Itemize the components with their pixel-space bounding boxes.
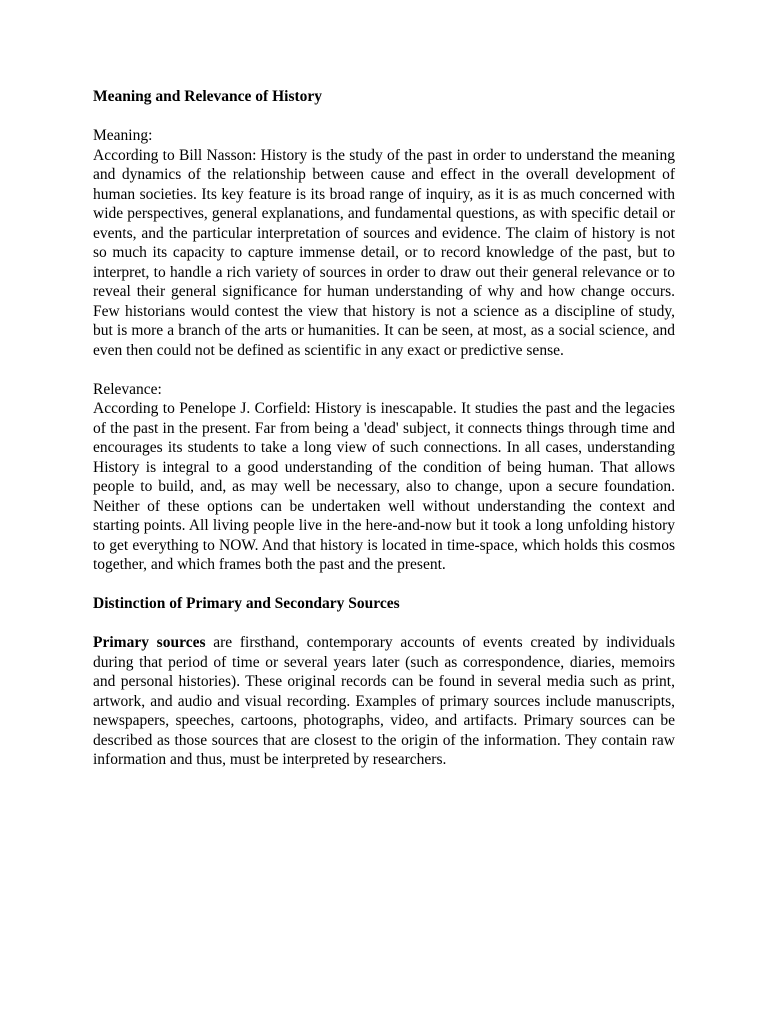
section-heading-meaning-relevance: Meaning and Relevance of History [93,88,323,105]
section-heading-sources: Distinction of Primary and Secondary Sources [93,595,400,612]
document-page [93,87,675,770]
relevance-paragraph: According to Penelope J. Corfield: History is inescapable. It studies the past and the legacies of the past in the present. Far from being a 'dead' subject, it connects things through time and encourages its students to take a long view of such connections. In all cases, understanding History is integral to a good understanding of the condition of being human. That allows people to build, and, as may well be necessary, also to change, upon a secure foundation. Neither of these options can be undertaken well without understanding the context and starting points. All living people live in the here-and-now but it took a long unfolding history to get everything to NOW. And that history is located in time-space, which holds this cosmos together, and which frames both the past and the present. [93,400,675,573]
spacer [93,360,675,380]
spacer [93,614,675,634]
relevance-label: Relevance: [93,380,162,398]
meaning-label: Meaning: [93,127,153,144]
primary-sources-text: are firsthand, contemporary accounts of events created by individuals during that period of time or several years later (such as correspondence, diaries, memoirs and personal histories). These original records can be found in several media such as print, artwork, and audio and visual recording. Examples of primary sources include manuscripts, newspapers, speeches, cartoons, photographs, video, and artifacts. Primary sources can be described as those sources that are closest to the origin of the information. They contain raw information and thus, must be interpreted by researchers. [93,634,675,768]
primary-sources-paragraph [93,633,675,770]
primary-sources-term: Primary sources [93,634,206,651]
meaning-paragraph: According to Bill Nasson: History is the study of the past in order to understand the meaning and dynamics of the relationship between cause and effect in the overall development of human societies. Its key feature is its broad range of inquiry, as it is as much concerned with wide perspectives, general explanations, and fundamental questions, as with specific detail or events, and the particular interpretation of sources and evidence. The claim of history is not so much its capacity to capture immense detail, or to record knowledge of the past, but to interpret, to handle a rich variety of sources in order to draw out their general relevance or to reveal their general significance for human understanding of why and how change occurs. Few historians would contest the view that history is not a science as a discipline of study, but is more a branch of the arts or humanities. It can be seen, at most, as a social science, and even then could not be defined as scientific in any exact or predictive sense. [93,146,675,359]
spacer [93,107,675,127]
spacer [93,575,675,595]
